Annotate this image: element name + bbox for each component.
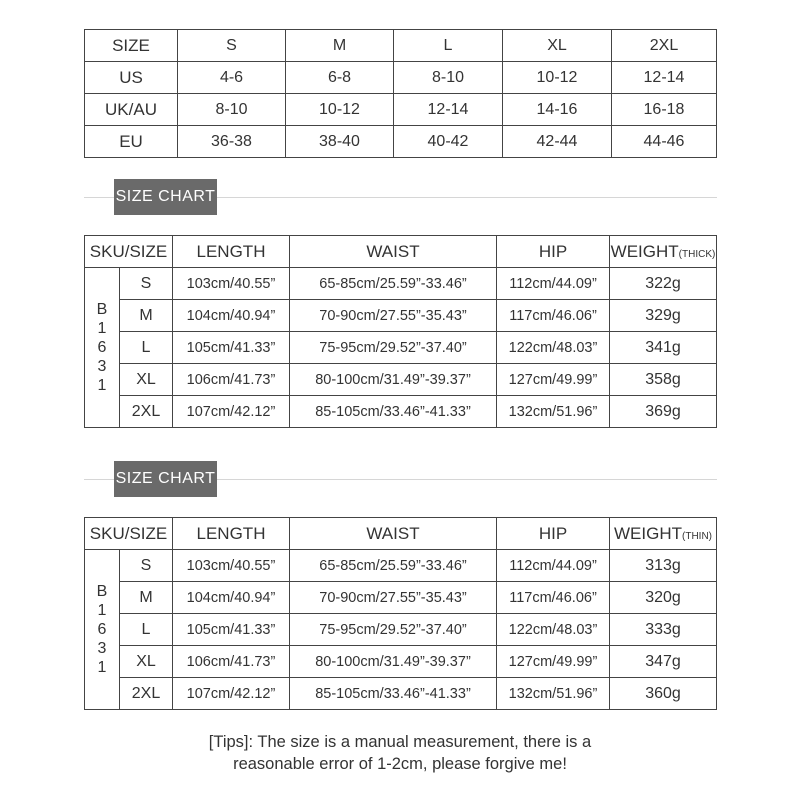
size-chart-label: SIZE CHART [114, 461, 217, 497]
header-length: LENGTH [173, 236, 290, 268]
header-weight-label: WEIGHT [614, 523, 682, 543]
waist-cell: 65-85cm/25.59”-33.46” [290, 550, 497, 582]
header-hip: HIP [497, 518, 610, 550]
waist-cell: 70-90cm/27.55”-35.43” [290, 582, 497, 614]
size-chart-label: SIZE CHART [114, 179, 217, 215]
table-row [85, 678, 717, 710]
tips-line-2: reasonable error of 1-2cm, please forgive me! [233, 755, 567, 773]
weight-cell: 358g [610, 364, 717, 396]
conversion-cell: 6-8 [286, 62, 394, 94]
size-cell: S [120, 268, 173, 300]
conversion-row-eu [85, 126, 717, 158]
conversion-header-s: S [178, 30, 286, 62]
sku-char: B [96, 583, 108, 600]
weight-cell: 313g [610, 550, 717, 582]
weight-cell: 369g [610, 396, 717, 428]
sku-code [85, 550, 120, 710]
hip-cell: 112cm/44.09” [497, 550, 610, 582]
header-weight-note: (THICK) [678, 248, 716, 260]
conversion-cell: 38-40 [286, 126, 394, 158]
length-cell: 107cm/42.12” [173, 396, 290, 428]
hip-cell: 112cm/44.09” [497, 268, 610, 300]
weight-cell: 329g [610, 300, 717, 332]
weight-cell: 341g [610, 332, 717, 364]
length-cell: 106cm/41.73” [173, 646, 290, 678]
table-row [85, 364, 717, 396]
conversion-cell: 8-10 [394, 62, 503, 94]
sku-char: 1 [97, 320, 107, 337]
weight-cell: 333g [610, 614, 717, 646]
conversion-row-ukau [85, 94, 717, 126]
weight-cell: 360g [610, 678, 717, 710]
conversion-header-xl: XL [503, 30, 612, 62]
hip-cell: 132cm/51.96” [497, 678, 610, 710]
length-cell: 104cm/40.94” [173, 300, 290, 332]
hip-cell: 117cm/46.06” [497, 300, 610, 332]
waist-cell: 85-105cm/33.46”-41.33” [290, 396, 497, 428]
conversion-cell: 12-14 [394, 94, 503, 126]
waist-cell: 75-95cm/29.52”-37.40” [290, 614, 497, 646]
header-waist: WAIST [290, 236, 497, 268]
waist-cell: 80-100cm/31.49”-39.37” [290, 364, 497, 396]
header-waist: WAIST [290, 518, 497, 550]
size-cell: L [120, 332, 173, 364]
table-header-row [85, 518, 717, 550]
header-weight-note: (THIN) [682, 530, 712, 542]
conversion-cell: 36-38 [178, 126, 286, 158]
size-cell: XL [120, 646, 173, 678]
conversion-cell: 44-46 [612, 126, 717, 158]
length-cell: 106cm/41.73” [173, 364, 290, 396]
conversion-row-us [85, 62, 717, 94]
length-cell: 107cm/42.12” [173, 678, 290, 710]
conversion-header-size: SIZE [85, 30, 178, 62]
conversion-header-row [85, 30, 717, 62]
size-cell: 2XL [120, 396, 173, 428]
waist-cell: 75-95cm/29.52”-37.40” [290, 332, 497, 364]
length-cell: 104cm/40.94” [173, 582, 290, 614]
hip-cell: 122cm/48.03” [497, 332, 610, 364]
size-conversion-table [84, 29, 717, 158]
hip-cell: 127cm/49.99” [497, 646, 610, 678]
length-cell: 103cm/40.55” [173, 550, 290, 582]
hip-cell: 132cm/51.96” [497, 396, 610, 428]
size-chart-banner-2 [84, 460, 717, 500]
size-cell: L [120, 614, 173, 646]
hip-cell: 117cm/46.06” [497, 582, 610, 614]
size-cell: XL [120, 364, 173, 396]
weight-cell: 320g [610, 582, 717, 614]
header-hip: HIP [497, 236, 610, 268]
waist-cell: 70-90cm/27.55”-35.43” [290, 300, 497, 332]
sku-char: 1 [97, 602, 107, 619]
conversion-row-label: US [85, 62, 178, 94]
sku-char: 1 [97, 659, 107, 676]
sku-char: 6 [97, 339, 107, 356]
table-row [85, 614, 717, 646]
size-cell: M [120, 300, 173, 332]
size-cell: 2XL [120, 678, 173, 710]
header-weight [610, 518, 717, 550]
tips-note [0, 731, 800, 775]
length-cell: 105cm/41.33” [173, 332, 290, 364]
size-cell: M [120, 582, 173, 614]
table-row [85, 550, 717, 582]
waist-cell: 80-100cm/31.49”-39.37” [290, 646, 497, 678]
sku-char: 6 [97, 621, 107, 638]
sku-char: 3 [97, 358, 107, 375]
conversion-header-2xl: 2XL [612, 30, 717, 62]
sku-char: 3 [97, 640, 107, 657]
conversion-header-m: M [286, 30, 394, 62]
table-row [85, 268, 717, 300]
header-weight-label: WEIGHT [610, 241, 679, 261]
header-sku-size: SKU/SIZE [85, 518, 173, 550]
table-row [85, 396, 717, 428]
waist-cell: 65-85cm/25.59”-33.46” [290, 268, 497, 300]
conversion-cell: 12-14 [612, 62, 717, 94]
conversion-cell: 42-44 [503, 126, 612, 158]
conversion-row-label: UK/AU [85, 94, 178, 126]
conversion-row-label: EU [85, 126, 178, 158]
header-length: LENGTH [173, 518, 290, 550]
conversion-cell: 10-12 [286, 94, 394, 126]
size-chart-banner-1 [84, 178, 717, 218]
table-row [85, 646, 717, 678]
tips-line-1: [Tips]: The size is a manual measurement, there is a [208, 733, 592, 751]
conversion-cell: 8-10 [178, 94, 286, 126]
conversion-cell: 40-42 [394, 126, 503, 158]
weight-cell: 322g [610, 268, 717, 300]
table-header-row [85, 236, 717, 268]
conversion-header-l: L [394, 30, 503, 62]
size-chart-thick-table [84, 235, 717, 428]
weight-cell: 347g [610, 646, 717, 678]
length-cell: 103cm/40.55” [173, 268, 290, 300]
hip-cell: 122cm/48.03” [497, 614, 610, 646]
sku-code [85, 268, 120, 428]
sku-char: B [96, 301, 108, 318]
conversion-cell: 14-16 [503, 94, 612, 126]
length-cell: 105cm/41.33” [173, 614, 290, 646]
table-row [85, 582, 717, 614]
size-cell: S [120, 550, 173, 582]
hip-cell: 127cm/49.99” [497, 364, 610, 396]
conversion-cell: 4-6 [178, 62, 286, 94]
table-row [85, 332, 717, 364]
size-chart-thin-table [84, 517, 717, 710]
conversion-cell: 16-18 [612, 94, 717, 126]
table-row [85, 300, 717, 332]
header-weight [610, 236, 717, 268]
waist-cell: 85-105cm/33.46”-41.33” [290, 678, 497, 710]
conversion-cell: 10-12 [503, 62, 612, 94]
header-sku-size: SKU/SIZE [85, 236, 173, 268]
sku-char: 1 [97, 377, 107, 394]
